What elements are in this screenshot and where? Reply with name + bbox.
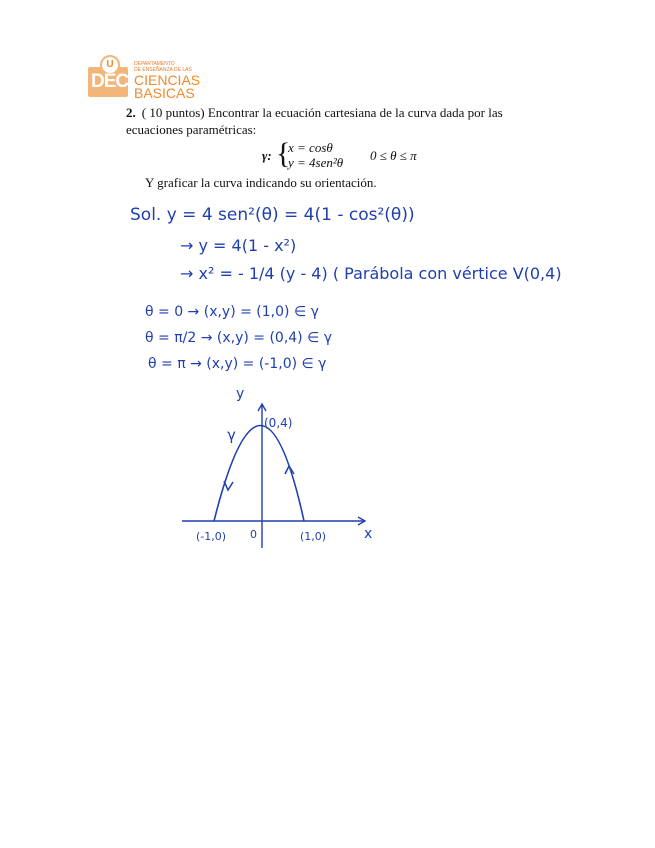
- logo-abbr: DEC3: [91, 71, 138, 92]
- solution-line-4: θ = 0 → (x,y) = (1,0) ∈ γ: [145, 304, 319, 320]
- solution-line-3: → x² = - 1/4 (y - 4) ( Parábola con vértice V(0,4): [180, 264, 562, 283]
- solution-line-2: → y = 4(1 - x²): [180, 236, 297, 255]
- x-axis-label: x: [364, 526, 373, 542]
- solution-line-6: θ = π → (x,y) = (-1,0) ∈ γ: [148, 356, 327, 372]
- instruction: Y graficar la curva indicando su orientación.: [145, 175, 377, 190]
- equation-x: x = cosθ: [288, 140, 333, 155]
- logo-seal-icon: U: [100, 55, 120, 75]
- problem-number: 2.: [126, 105, 136, 120]
- orientation-arrow-up-icon: [285, 466, 294, 474]
- logo-ciencias: CIENCIAS: [134, 72, 201, 88]
- orientation-arrow-down-icon: [224, 481, 233, 490]
- brace: {: [276, 137, 291, 170]
- solution-line-5: θ = π/2 → (x,y) = (0,4) ∈ γ: [145, 330, 333, 346]
- curve-label: γ: [227, 426, 236, 444]
- problem-text: ( 10 puntos) Encontrar la ecuación cartesiana de la curva dada por las ecuaciones paramétricas:: [126, 105, 503, 137]
- left-point-label: (-1,0): [196, 530, 227, 543]
- equation-y: y = 4sen²θ: [288, 155, 344, 170]
- parameter-range: 0 ≤ θ ≤ π: [370, 148, 417, 163]
- vertex-label: (0,4): [264, 416, 293, 430]
- origin-label: 0: [250, 528, 257, 541]
- logo-basicas: BASICAS: [134, 85, 195, 101]
- logo-small-text: DEPARTAMENTO DE ENSEÑANZA DE LAS: [134, 61, 192, 73]
- curve-gamma: γ:: [262, 148, 272, 163]
- right-point-label: (1,0): [300, 530, 327, 543]
- solution-line-1: Sol. y = 4 sen²(θ) = 4(1 - cos²(θ)): [130, 205, 415, 225]
- y-axis-label: y: [236, 386, 245, 402]
